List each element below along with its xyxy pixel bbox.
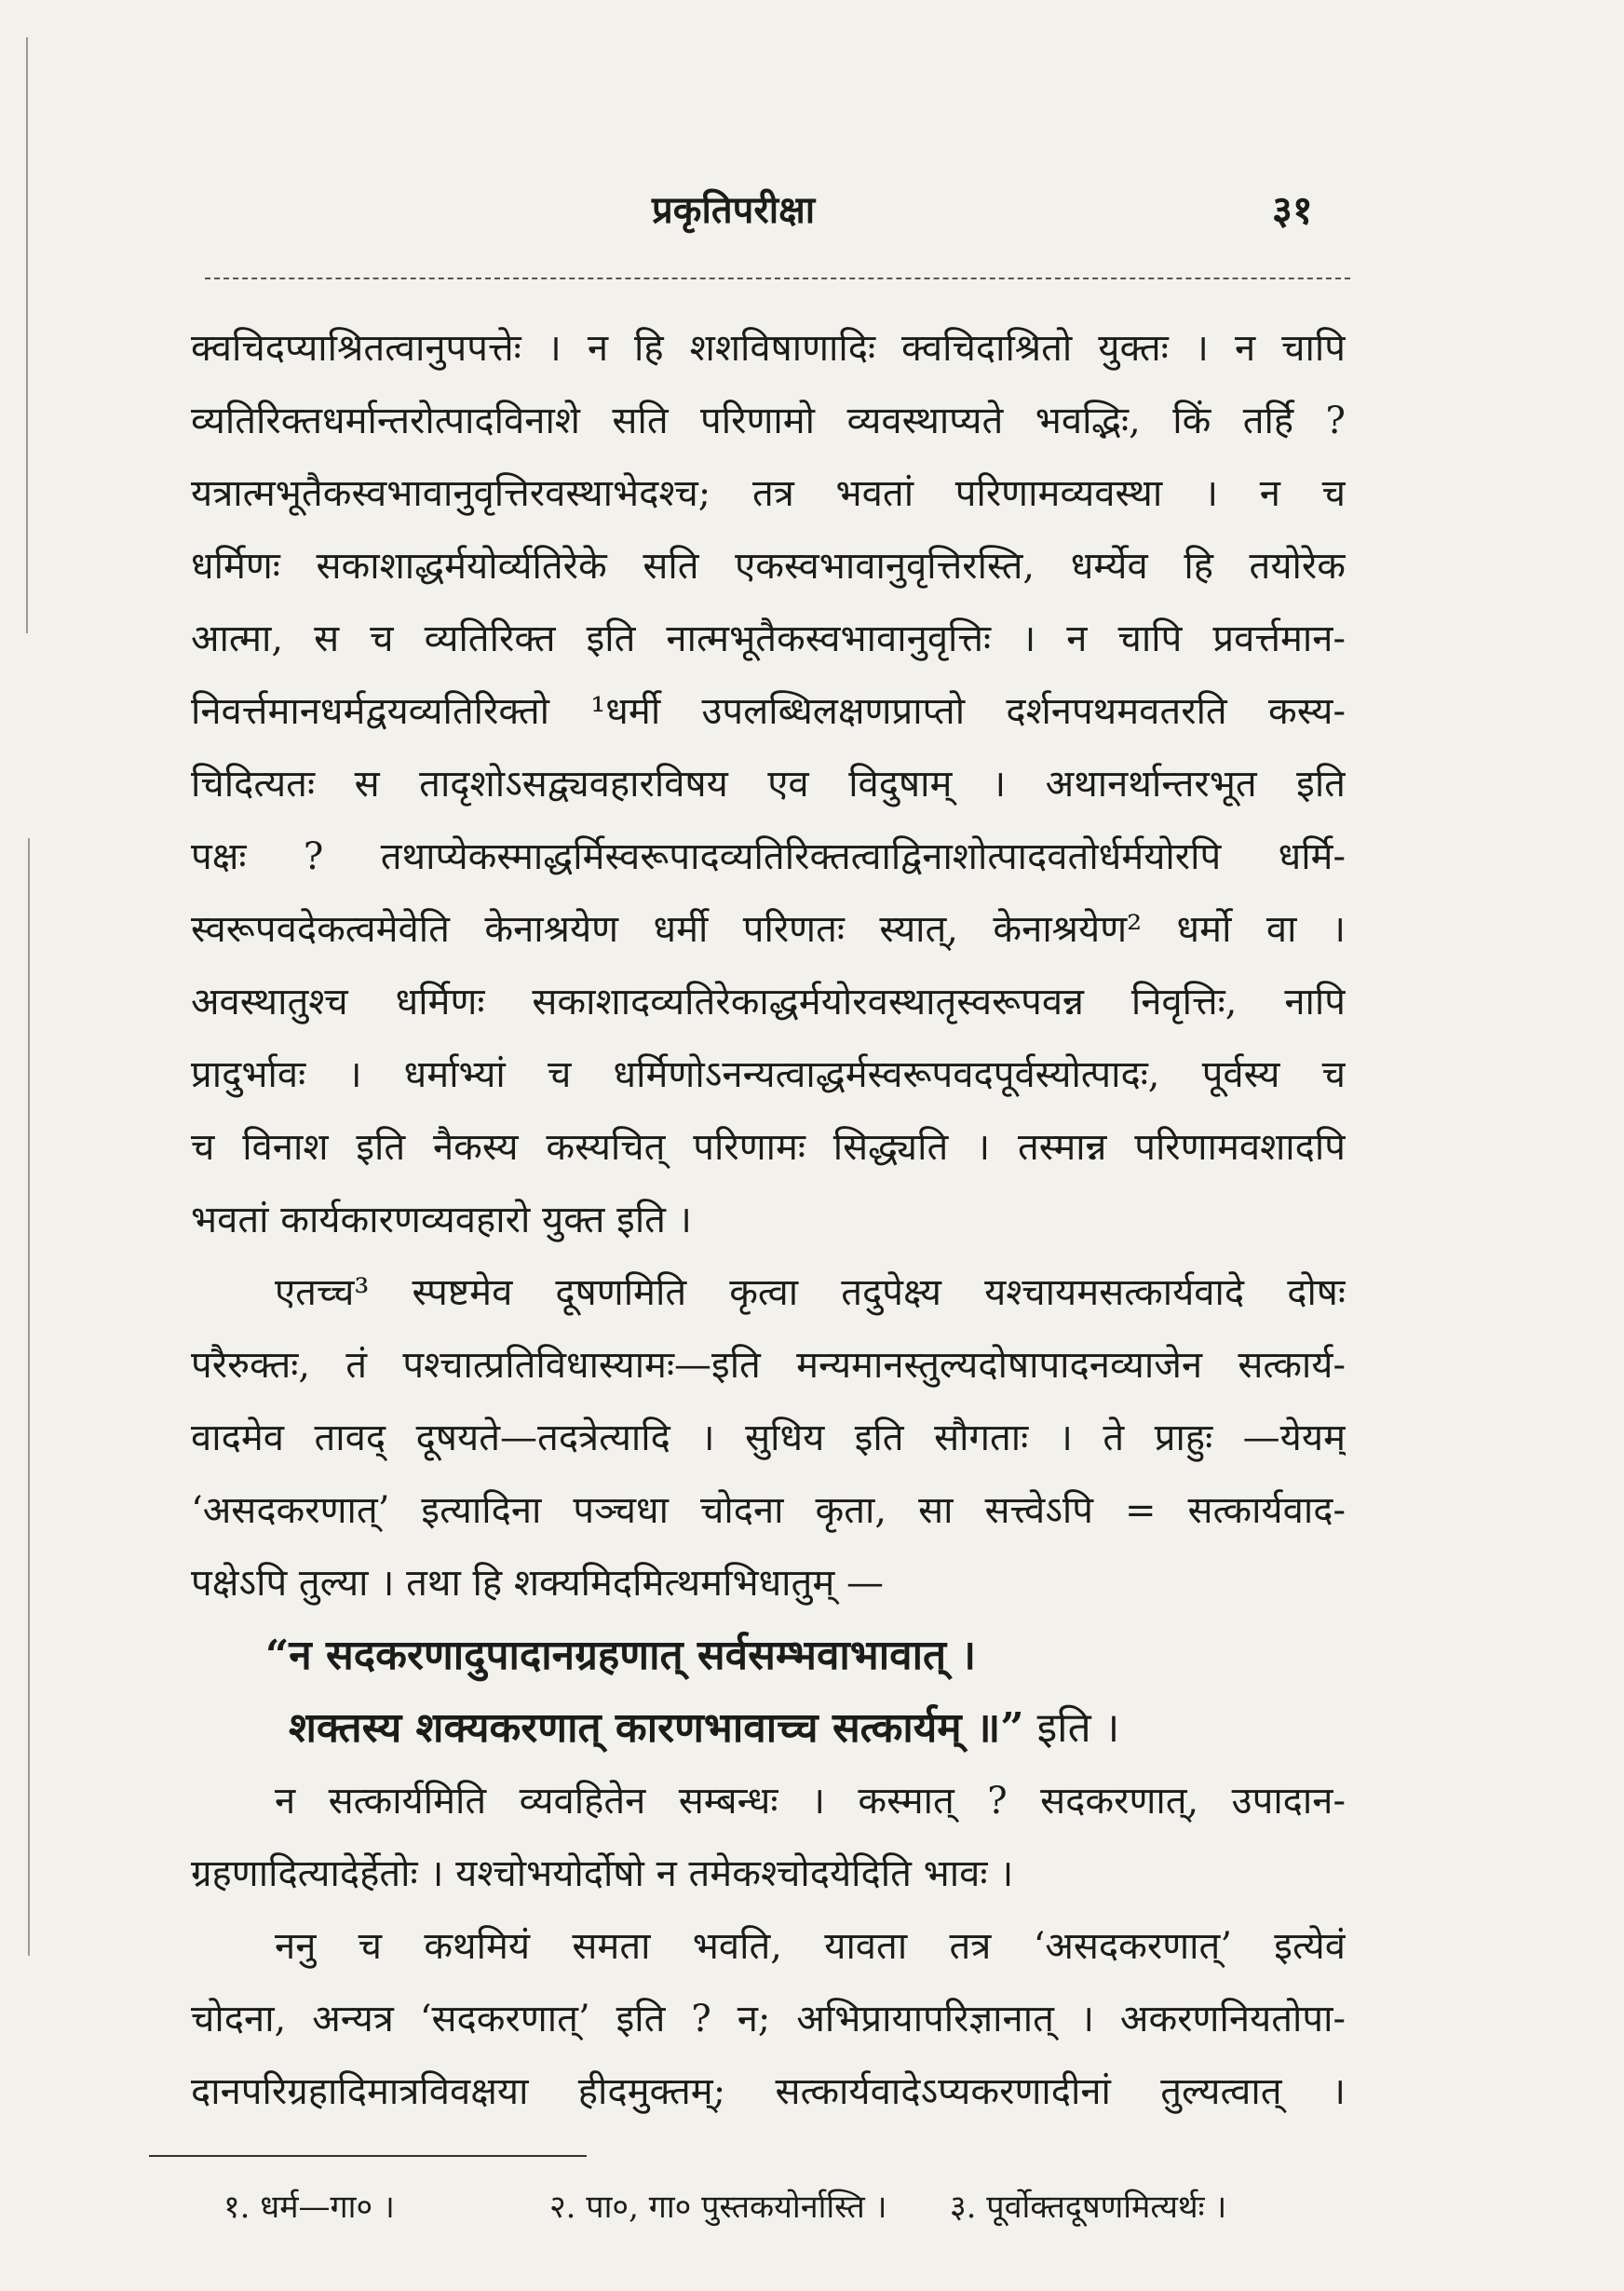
text-line: न सत्कार्यमिति व्यवहितेन सम्बन्धः । कस्मात् ? सदकरणात्, उपादान- [275,1780,1346,1823]
text-line: च विनाश इति नैकस्य कस्यचित् परिणामः सिद्ध्यति । तस्मान्न परिणामवशादपि [191,1126,1346,1169]
running-title: प्रकृतिपरीक्षा [652,188,816,232]
text-line: क्वचिदप्याश्रितत्वानुपपत्तेः । न हि शशविषाणादिः क्वचिदाश्रितो युक्तः । न चापि [191,327,1346,370]
text-line: आत्मा, स च व्यतिरिक्त इति नात्मभूतैकस्वभावानुवृत्तिः । न चापि प्रवर्त्तमान- [191,617,1346,660]
binding-edge-mark [28,838,30,1956]
binding-edge-mark [26,37,28,633]
footnote-3: ३. पूर्वोक्तदूषणमित्यर्थः । [950,2189,1227,2226]
text-line: एतच्च³ स्पष्टमेव दूषणमिति कृत्वा तदुपेक्ष्य यश्चायमसत्कार्यवादे दोषः [275,1271,1346,1314]
text-line: स्वरूपवदेकत्वमेवेति केनाश्रयेण धर्मी परिणतः स्यात्, केनाश्रयेण² धर्मो वा । [191,908,1346,951]
footnote-rule [149,2155,587,2157]
text-line: धर्मिणः सकाशाद्धर्मयोर्व्यतिरेके सति एकस्वभावानुवृत्तिरस्ति, धर्म्येव हि तयोरेक [191,545,1346,588]
text-line: परैरुक्तः, तं पश्चात्प्रतिविधास्यामः—इति मन्यमानस्तुल्यदोषापादनव्याजेन सत्कार्य- [191,1344,1346,1387]
verse-line [191,1692,1346,1765]
text-line: व्यतिरिक्तधर्मान्तरोत्पादविनाशे सति परिणामो व्यवस्थाप्यते भवद्भिः, किं तर्हि ? [191,400,1346,442]
text-line: ‘असदकरणात्’ इत्यादिना पञ्चधा चोदना कृता, सा सत्त्वेऽपि = सत्कार्यवाद- [191,1489,1346,1532]
text-line: अवस्थातुश्च धर्मिणः सकाशादव्यतिरेकाद्धर्मयोरवस्थातृस्वरूपवन्न निवृत्तिः, नापि [191,981,1346,1023]
text-line: वादमेव तावद् दूषयते—तदत्रेत्यादि । सुधिय इति सौगताः । ते प्राहुः —येयम् [191,1417,1346,1459]
footnotes [223,2179,1322,2244]
text-line: चिदित्यतः स तादृशोऽसद्व्यवहारविषय एव विदुषाम् । अथानर्थान्तरभूत इति [191,763,1346,806]
text-line: पक्षेऽपि तुल्या । तथा हि शक्यमिदमित्थमभिधातुम् — [191,1562,884,1605]
footnote-2: २. पा०, गा० पुस्तकयोर्नास्ति । [549,2189,887,2226]
text-line: चोदना, अन्यत्र ‘सदकरणात्’ इति ? न; अभिप्रायापरिज्ञानात् । अकरणनियतोपा- [191,1998,1346,2040]
text-line: यत्रात्मभूतैकस्वभावानुवृत्तिरवस्थाभेदश्च; तत्र भवतां परिणामव्यवस्था । न च [191,472,1346,515]
text-line: प्रादुर्भावः । धर्माभ्यां च धर्मिणोऽनन्यत्वाद्धर्मस्वरूपवदपूर्वस्योत्पादः, पूर्वस्य च [191,1053,1346,1096]
text-line: ग्रहणादित्यादेर्हेतोः । यश्चोभयोर्दोषो न तमेकश्चोदयेदिति भावः । [191,1852,1014,1895]
body-text [191,312,1346,2128]
verse-text: शक्तस्य शक्यकरणात् कारणभावाच्च सत्कार्यम् ॥” [289,1704,1024,1752]
page-number: ३१ [1272,187,1313,233]
text-line: भवतां कार्यकारणव्यवहारो युक्त इति । [191,1199,692,1241]
running-head [0,183,1624,238]
text-line: ननु च कथमियं समता भवति, यावता तत्र ‘असदकरणात्’ इत्येवं [275,1925,1346,1968]
verse-suffix: इति । [1023,1704,1120,1752]
text-line: निवर्त्तमानधर्मद्वयव्यतिरिक्तो ¹धर्मी उपलब्धिलक्षणप्राप्तो दर्शनपथमवतरति कस्य- [191,690,1346,733]
text-line: पक्षः ? तथाप्येकस्माद्धर्मिस्वरूपादव्यतिरिक्तत्वाद्विनाशोत्पादवतोर्धर्मयोरपि धर्मि- [191,835,1346,878]
verse-line: “न सदकरणादुपादानग्रहणात् सर्वसम्भवाभावात् । [265,1632,977,1679]
header-rule [205,278,1350,279]
text-line: दानपरिग्रहादिमात्रविवक्षया हीदमुक्तम्; सत्कार्यवादेऽप्यकरणादीनां तुल्यत्वात् । [191,2070,1346,2113]
footnote-1: १. धर्म—गा० । [223,2189,395,2226]
